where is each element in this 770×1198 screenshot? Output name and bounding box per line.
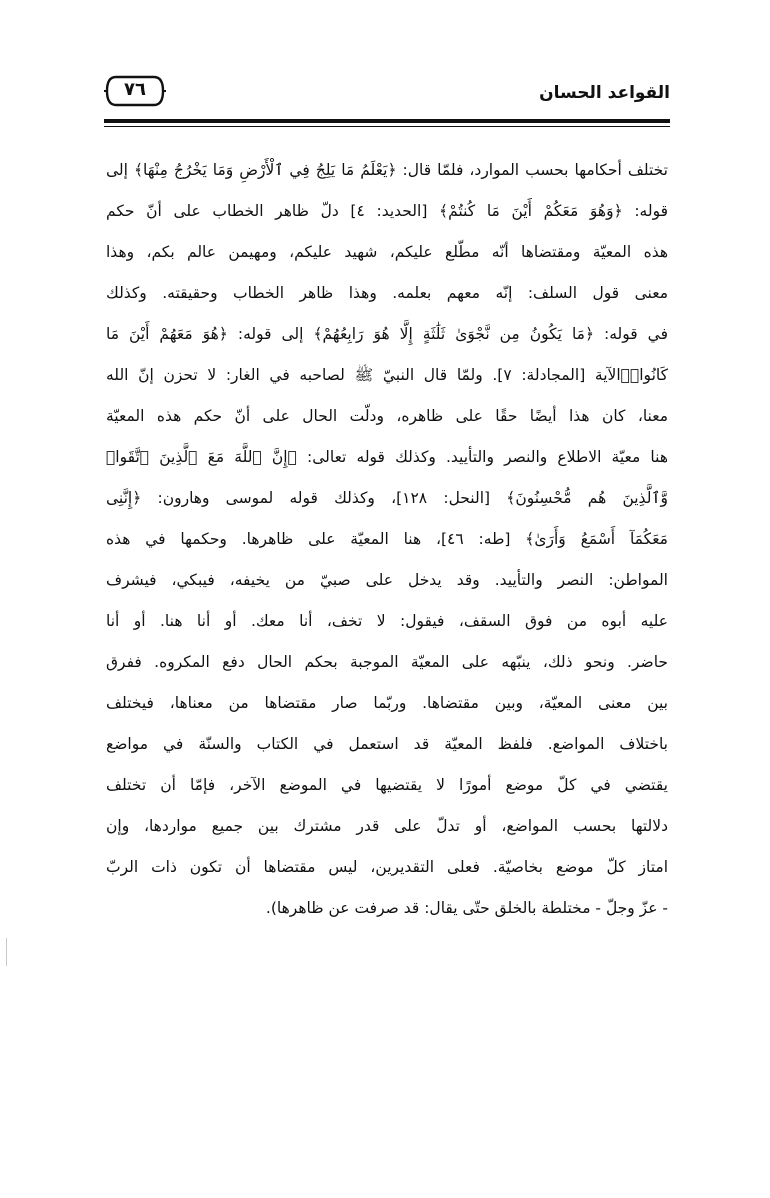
text-line: بين معنى المعيّة، وبين مقتضاها. وربّما صار مقتضاها من معناها، فيختلف: [106, 694, 668, 712]
body-text: [106, 150, 668, 929]
running-title: القواعد الحسان: [539, 83, 670, 103]
page-number: ٧٦: [124, 79, 146, 100]
text-line: المواطن: النصر والتأييد. وقد يدخل على صبيّ من يخيفه، فيبكي، فيشرف: [106, 571, 668, 589]
text-line: في قوله: ﴿مَا يَكُونُ مِن نَّجْوَىٰ ثَلَٰثَةٍ إِلَّا هُوَ رَابِعُهُمْ﴾ إلى قوله: ﴿هُوَ مَعَهُمْ أَيْنَ مَا: [106, 325, 668, 343]
text-line: كَانُوا۟﴾الآية [المجادلة: ٧]. ولمّا قال النبيّ ﷺ لصاحبه في الغار: لا تحزن إنّ الله: [106, 366, 668, 384]
page-number-badge: [104, 74, 166, 108]
text-line: معنى قول السلف: إنّه معهم بعلمه. وهذا ظاهر الخطاب وحقيقته. وكذلك: [106, 284, 668, 302]
header-rule-thick: [104, 119, 670, 123]
text-line: وَّٱلَّذِينَ هُم مُّحْسِنُونَ﴾ [النحل: ١٢٨]، وكذلك قوله لموسى وهارون: ﴿إِنَّنِى: [106, 489, 668, 507]
header-rule-thin: [104, 126, 670, 127]
text-line-last: - عزّ وجلّ - مختلطة بالخلق حتّى يقال: قد صرفت عن ظاهرها).: [265, 899, 668, 917]
text-line: حاضر. ونحو ذلك، ينبّهه على المعيّة الموجبة بحكم الحال دفع المكروه. ففرق: [106, 653, 668, 671]
text-line: عليه أبوه من فوق السقف، فيقول: لا تخف، أنا معك. أو أنا هنا. أو أنا: [106, 612, 668, 630]
text-line: دلالتها بحسب المواضع، أو تدلّ على قدر مشترك بين جميع مواردها، وإن: [106, 817, 668, 835]
text-line: مَعَكُمَآ أَسْمَعُ وَأَرَىٰ﴾ [طه: ٤٦]، هنا المعيّة على ظاهرها. وحكمها في هذه: [106, 530, 668, 548]
text-line: هذه المعيّة ومقتضاها أنّه مطّلع عليكم، شهيد عليكم، ومهيمن عالم بكم، وهذا: [106, 243, 668, 261]
text-line: قوله: ﴿وَهُوَ مَعَكُمْ أَيْنَ مَا كُنتُمْ﴾ [الحديد: ٤] دلّ ظاهر الخطاب على أنّ حكم: [106, 202, 668, 220]
text-line: امتاز كلّ موضع بخاصيّة. فعلى التقديرين، ليس مقتضاها أن تكون ذات الربّ: [106, 858, 668, 876]
text-line: باختلاف المواضع. فلفظ المعيّة قد استعمل في الكتاب والسنّة في مواضع: [106, 735, 668, 753]
page-header: [104, 72, 670, 120]
scan-edge-mark: [6, 938, 7, 966]
text-line: معنا، كان هذا أيضًا حقًا على ظاهره، ودلّت الحال على أنّ حكم هذه المعيّة: [106, 407, 668, 425]
text-line: هنا معيّة الاطلاع والنصر والتأييد. وكذلك قوله تعالى: ﴿إِنَّ ٱللَّهَ مَعَ ٱلَّذِينَ ٱتَّقَوا۟: [106, 448, 668, 466]
text-line: تختلف أحكامها بحسب الموارد، فلمّا قال: ﴿يَعْلَمُ مَا يَلِجُ فِي ٱلْأَرْضِ وَمَا يَخْرُجُ مِنْهَا﴾ إلى: [106, 161, 668, 179]
text-line: يقتضي في كلّ موضع أمورًا لا يقتضيها في الموضع الآخر، فإمّا أن تختلف: [106, 776, 668, 794]
